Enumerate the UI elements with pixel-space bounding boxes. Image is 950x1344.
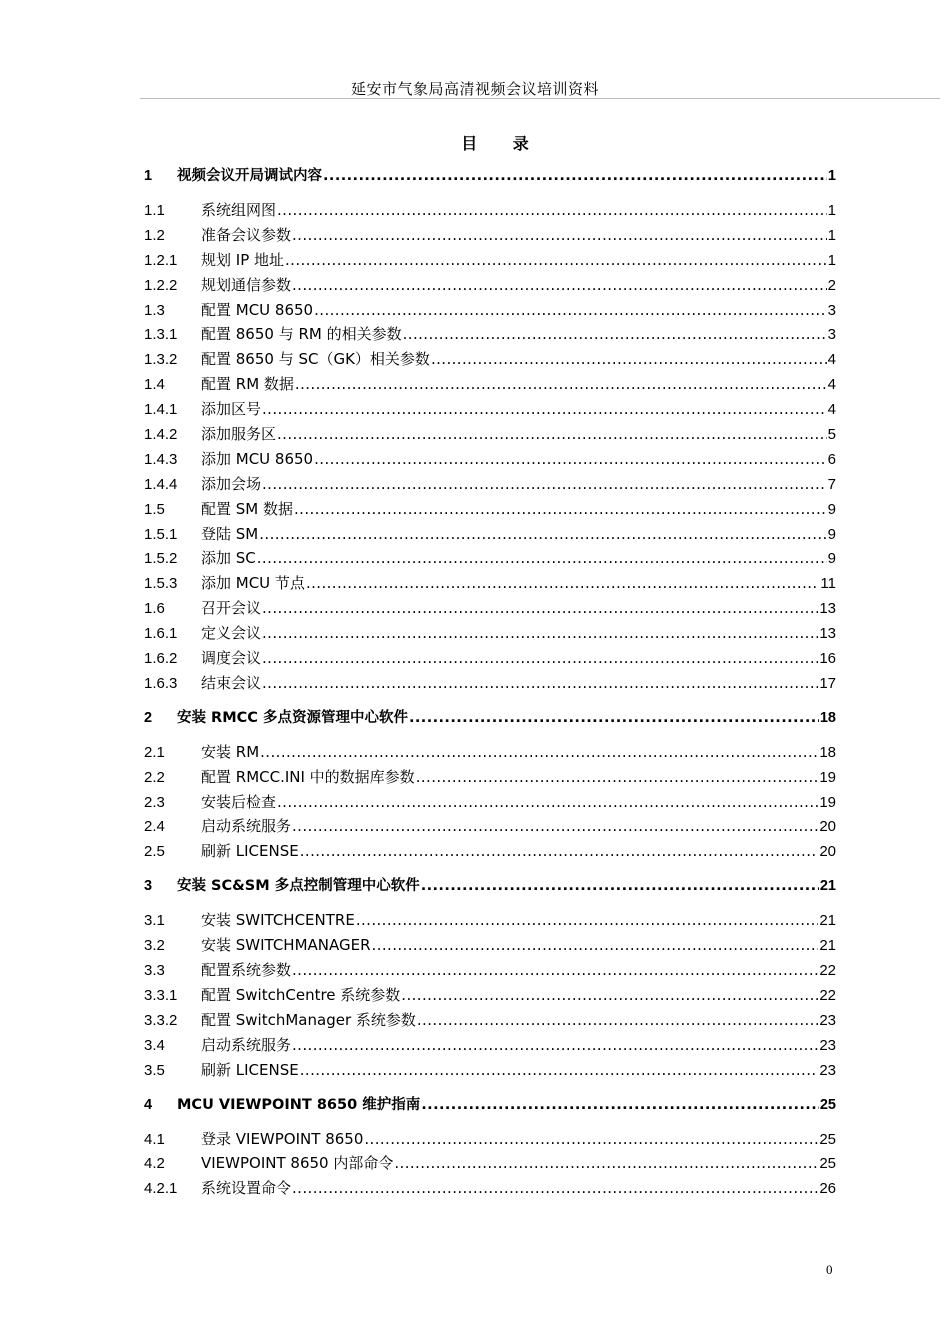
toc-entry-number: 1.5 (144, 500, 165, 518)
toc-dot-leader (292, 961, 818, 979)
toc-entry[interactable] (144, 224, 836, 249)
toc-entry-number: 1.4.4 (144, 475, 178, 493)
toc-dot-leader (356, 911, 818, 929)
toc-entry-label: 规划 IP 地址 (201, 250, 285, 269)
toc-dot-leader (314, 450, 827, 468)
toc-entry[interactable] (144, 791, 836, 816)
toc-dot-leader (257, 549, 827, 567)
toc-entry[interactable] (144, 766, 836, 791)
toc-entry-label: 系统组网图 (201, 201, 277, 219)
toc-entry-number: 1.3.2 (144, 351, 178, 369)
toc-dot-leader (260, 743, 818, 761)
toc-entry-page: 16 (819, 650, 836, 668)
page-header: 延安市气象局高清视频会议培训资料 (350, 80, 599, 98)
toc-entry-label: 配置 RMCC.INI 中的数据库参数 (201, 767, 415, 786)
toc-entry-page: 4 (827, 401, 836, 419)
toc-entry-number: 2.1 (144, 743, 165, 761)
toc-entry-page: 9 (827, 550, 836, 568)
toc-dot-leader (262, 400, 827, 418)
toc-dot-leader (431, 350, 827, 368)
toc-entry-label: 安装 SC&SM 多点控制管理中心软件 (177, 878, 420, 895)
toc-entry-page: 1 (827, 226, 836, 244)
toc-entry[interactable] (144, 1128, 836, 1153)
toc-entry-number: 3.1 (144, 912, 165, 930)
toc-dot-leader (421, 1097, 819, 1113)
toc-dot-leader (401, 986, 818, 1004)
toc-dot-leader (292, 276, 827, 294)
toc-dot-leader (277, 425, 827, 443)
toc-entry[interactable] (144, 1093, 836, 1119)
toc-entry-page: 18 (819, 743, 836, 761)
toc-entry-page: 3 (827, 301, 836, 319)
header-divider (140, 98, 940, 99)
toc-dot-leader (292, 226, 827, 244)
toc-entry[interactable] (144, 741, 836, 766)
toc-entry-label: 添加 MCU 节点 (201, 574, 305, 593)
toc-entry-page: 7 (827, 475, 836, 493)
toc-entry-label: 安装 SWITCHCENTRE (201, 911, 355, 930)
toc-entry[interactable] (144, 448, 836, 473)
toc-dot-leader (417, 1011, 818, 1029)
toc-entry-number: 1.5.1 (144, 525, 178, 543)
toc-entry[interactable] (144, 1152, 836, 1177)
toc-entry-label: 刷新 LICENSE (201, 842, 299, 861)
toc-entry-page: 2 (827, 276, 836, 294)
toc-entry[interactable] (144, 423, 836, 448)
toc-entry-number: 1.2 (144, 226, 165, 244)
toc-entry-number: 1.3.1 (144, 326, 178, 344)
toc-dot-leader (314, 301, 827, 319)
toc-dot-leader (403, 325, 827, 343)
toc-entry-number: 1.2.1 (144, 251, 178, 269)
toc-entry-label: 添加会场 (201, 474, 262, 493)
toc-entry-label: 启动系统服务 (201, 817, 292, 836)
toc-entry-page: 1 (827, 251, 836, 269)
toc-entry-page: 18 (819, 709, 836, 726)
toc-entry-page: 3 (827, 326, 836, 344)
page-number: 0 (826, 1262, 833, 1277)
toc-entry-page: 22 (819, 986, 836, 1004)
toc-entry-number: 4 (144, 1096, 153, 1113)
toc-entry-page: 19 (819, 768, 836, 786)
toc-entry-number: 3 (144, 878, 153, 895)
toc-entry-number: 3.4 (144, 1036, 165, 1054)
toc-entry-page: 11 (820, 575, 836, 593)
toc-entry-page: 5 (827, 426, 836, 444)
toc-entry-label: 召开会议 (201, 599, 262, 618)
toc-dot-leader (323, 168, 827, 184)
toc-entry-number: 4.2 (144, 1155, 165, 1173)
toc-entry-number: 4.2.1 (144, 1180, 178, 1198)
toc-dot-leader (262, 475, 827, 493)
toc-entry[interactable] (144, 323, 836, 348)
toc-entry-page: 23 (819, 1011, 836, 1029)
toc-entry-page: 22 (819, 962, 836, 980)
toc-entry-label: 安装后检查 (201, 792, 277, 811)
toc-entry-label: 添加 SC (201, 549, 256, 568)
toc-entry-label: 配置 SwitchManager 系统参数 (201, 1010, 416, 1029)
toc-entry[interactable] (144, 473, 836, 498)
toc-entry-label: 刷新 LICENSE (201, 1060, 299, 1079)
toc-entry-label: 配置系统参数 (201, 961, 292, 980)
toc-entry-page: 20 (819, 818, 836, 836)
toc-entry[interactable] (144, 909, 836, 934)
toc-dot-leader (262, 624, 818, 642)
toc-entry-number: 1.4 (144, 376, 165, 394)
toc-entry-label: 系统设置命令 (201, 1179, 292, 1198)
toc-entry-label: 准备会议参数 (201, 225, 292, 244)
toc-entry-number: 1.4.1 (144, 401, 178, 419)
toc-entry-label: 定义会议 (201, 624, 262, 643)
toc-entry[interactable] (144, 1009, 836, 1034)
toc-entry-number: 1.5.2 (144, 550, 178, 568)
toc-entry-page: 9 (827, 525, 836, 543)
toc-dot-leader (294, 500, 827, 518)
toc-entry-page: 13 (819, 600, 836, 618)
toc-entry-label: 配置 SwitchCentre 系统参数 (201, 985, 401, 1004)
toc-entry[interactable] (144, 959, 836, 984)
toc-entry[interactable] (144, 1034, 836, 1059)
toc-dot-leader (372, 936, 819, 954)
toc-entry-label: 登陆 SM (201, 524, 259, 543)
toc-entry[interactable] (144, 498, 836, 523)
toc-entry-page: 21 (819, 878, 836, 895)
toc-entry[interactable] (144, 373, 836, 398)
toc-dot-leader (292, 817, 818, 835)
toc-dot-leader (259, 525, 826, 543)
toc-entry-label: 规划通信参数 (201, 275, 292, 294)
toc-entry-label: VIEWPOINT 8650 内部命令 (201, 1154, 394, 1173)
toc-entry-page: 4 (827, 351, 836, 369)
toc-dot-leader (300, 1061, 819, 1079)
toc-entry-number: 1.2.2 (144, 276, 178, 294)
toc-entry-page: 4 (827, 376, 836, 394)
toc-entry-label: 添加 MCU 8650 (201, 449, 314, 468)
toc-entry[interactable] (144, 622, 836, 647)
toc-entry-label: 配置 MCU 8650 (201, 300, 314, 319)
toc-dot-leader (292, 1179, 818, 1197)
toc-entry[interactable] (144, 249, 836, 274)
toc-entry-number: 3.3.1 (144, 986, 178, 1004)
toc-entry-label: 添加区号 (201, 400, 262, 419)
toc-entry-page: 25 (819, 1130, 836, 1148)
toc-entry-number: 1.1 (144, 202, 165, 219)
toc-entry-page: 13 (819, 625, 836, 643)
toc-entry[interactable] (144, 398, 836, 423)
toc-dot-leader (262, 674, 818, 692)
toc-entry-number: 3.2 (144, 937, 165, 955)
toc-entry-number: 1.4.3 (144, 450, 178, 468)
toc-entry[interactable] (144, 348, 836, 373)
toc-dot-leader (409, 710, 819, 726)
toc-entry-number: 2.4 (144, 818, 165, 836)
toc-entry[interactable] (144, 672, 836, 697)
toc-entry[interactable] (144, 547, 836, 572)
toc-entry-page: 23 (819, 1036, 836, 1054)
toc-entry-number: 1.5.3 (144, 575, 178, 593)
toc-entry-page: 9 (827, 500, 836, 518)
toc-entry[interactable] (144, 934, 836, 959)
toc-entry-number: 1.4.2 (144, 426, 178, 444)
toc-entry[interactable] (144, 815, 836, 840)
toc-entry[interactable] (144, 1059, 836, 1084)
toc-entry-number: 1.6.1 (144, 625, 178, 643)
toc-entry-page: 26 (819, 1180, 836, 1198)
toc-dot-leader (295, 375, 827, 393)
toc-entry-number: 1.6 (144, 600, 165, 618)
toc-dot-leader (394, 1154, 818, 1172)
toc-entry-page: 6 (827, 450, 836, 468)
toc-entry[interactable] (144, 840, 836, 865)
toc-entry-label: 配置 8650 与 RM 的相关参数 (201, 325, 402, 344)
toc-entry[interactable] (144, 984, 836, 1009)
toc-dot-leader (285, 251, 827, 269)
toc-entry-label: 安装 RM (201, 742, 260, 761)
toc-entry-page: 21 (819, 937, 836, 955)
toc-entry-label: 启动系统服务 (201, 1035, 292, 1054)
toc-entry-number: 3.5 (144, 1061, 165, 1079)
toc-dot-leader (416, 768, 819, 786)
toc-entry-page: 25 (819, 1155, 836, 1173)
toc-entry-page: 20 (819, 843, 836, 861)
toc-dot-leader (277, 201, 827, 219)
toc-entry-label: 结束会议 (201, 673, 262, 692)
toc-entry-page: 17 (819, 674, 836, 692)
toc-entry-label: 视频会议开局调试内容 (177, 168, 322, 184)
toc-entry-number: 2.2 (144, 768, 165, 786)
toc-entry-label: 配置 SM 数据 (201, 499, 293, 518)
toc-entry-label: 配置 8650 与 SC（GK）相关参数 (201, 350, 430, 369)
toc-entry-label: 添加服务区 (201, 425, 277, 444)
toc-entry-number: 2.3 (144, 793, 165, 811)
toc-dot-leader (292, 1036, 818, 1054)
toc-dot-leader (306, 574, 819, 592)
toc-entry[interactable] (144, 164, 836, 190)
toc-entry[interactable] (144, 572, 836, 597)
toc-entry[interactable] (144, 597, 836, 622)
toc-entry-page: 21 (819, 912, 836, 930)
toc-entry-number: 4.1 (144, 1130, 165, 1148)
toc-entry-page: 25 (819, 1096, 836, 1113)
toc-entry-number: 1 (144, 168, 153, 184)
toc-entry-page: 19 (819, 793, 836, 811)
table-of-contents (144, 164, 836, 1202)
toc-dot-leader (300, 842, 819, 860)
toc-entry-number: 1.6.3 (144, 674, 178, 692)
toc-entry-page: 23 (819, 1061, 836, 1079)
toc-entry-label: 调度会议 (201, 649, 262, 668)
toc-dot-leader (364, 1130, 818, 1148)
toc-title: 目 录 (461, 134, 529, 153)
toc-entry-label: 安装 SWITCHMANAGER (201, 936, 371, 955)
toc-entry-label: MCU VIEWPOINT 8650 维护指南 (177, 1096, 421, 1113)
toc-entry-number: 1.6.2 (144, 650, 178, 668)
toc-entry-page: 1 (827, 202, 836, 219)
toc-dot-leader (277, 793, 818, 811)
toc-entry[interactable] (144, 299, 836, 324)
toc-entry[interactable] (144, 874, 836, 900)
toc-entry-label: 登录 VIEWPOINT 8650 (201, 1129, 364, 1148)
toc-entry[interactable] (144, 1177, 836, 1202)
toc-entry[interactable] (144, 706, 836, 732)
toc-entry[interactable] (144, 523, 836, 548)
toc-dot-leader (262, 599, 818, 617)
toc-entry[interactable] (144, 647, 836, 672)
toc-entry-number: 2.5 (144, 843, 165, 861)
toc-entry-number: 1.3 (144, 301, 165, 319)
toc-dot-leader (262, 649, 818, 667)
toc-dot-leader (421, 878, 819, 894)
toc-entry[interactable] (144, 199, 836, 224)
toc-entry-label: 安装 RMCC 多点资源管理中心软件 (177, 709, 408, 726)
toc-entry[interactable] (144, 274, 836, 299)
toc-entry-page: 1 (827, 168, 836, 184)
toc-entry-number: 2 (144, 709, 153, 726)
toc-entry-number: 3.3.2 (144, 1011, 178, 1029)
toc-entry-number: 3.3 (144, 962, 165, 980)
toc-entry-label: 配置 RM 数据 (201, 375, 294, 394)
